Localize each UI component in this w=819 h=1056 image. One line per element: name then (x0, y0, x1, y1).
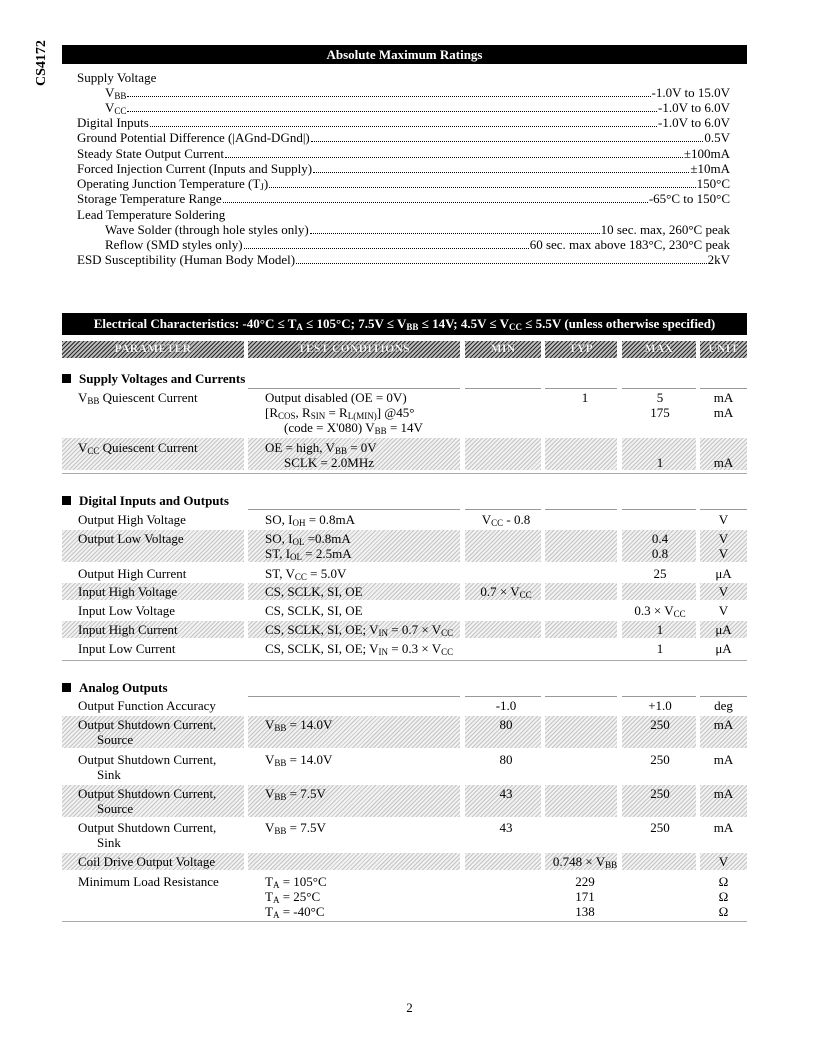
value-unit: μA (715, 641, 732, 656)
amr-label: ESD Susceptibility (Human Body Model) (77, 252, 296, 267)
divider (622, 388, 696, 389)
value-unit: Ω (718, 904, 729, 919)
test-condition: (code = X'080) $V_{BB} = 14V$ (284, 420, 423, 436)
value-min: $V_{CC} - 0.8$ (481, 512, 531, 528)
value-min: 80 (499, 752, 513, 767)
value-unit: V (718, 512, 729, 527)
value-max: 0.4 (651, 531, 669, 546)
row-shade (622, 853, 696, 870)
divider (465, 388, 541, 389)
param-vcc-quiescent: $V_{CC}$ Quiescent Current (78, 440, 198, 456)
amr-label: $V_{CC}$ (105, 100, 127, 116)
value-unit: V (718, 546, 729, 561)
value-unit: mA (713, 717, 734, 732)
leader-dots (313, 171, 689, 173)
value-max: 25 (653, 566, 667, 581)
amr-row-fic (77, 161, 730, 176)
leader-dots (310, 232, 600, 234)
param-input-low-current: Input Low Current (78, 641, 176, 656)
param-minimum-load-resistance: Minimum Load Resistance (78, 874, 219, 889)
param-vbb-quiescent: $V_{BB}$ Quiescent Current (78, 390, 198, 406)
row-shade (545, 716, 617, 748)
value-max: 1 (656, 455, 664, 470)
value-min: -1.0 (495, 698, 517, 713)
value-min: 43 (499, 786, 513, 801)
amr-label: Storage Temperature Range (77, 191, 222, 206)
test-condition: CS, SCLK, SI, OE; $V_{IN} = 0.7 \times V_{CC}$ (265, 622, 454, 638)
header-test-conditions: TEST CONDITIONS (248, 341, 460, 358)
value-max: 250 (650, 820, 670, 835)
amr-value: -65°C to 150°C (648, 191, 730, 206)
header-parameter: PARAMETER (62, 341, 244, 358)
param-input-high-voltage: Input High Voltage (78, 584, 178, 599)
value-max: 250 (650, 752, 670, 767)
amr-value: 10 sec. max, 260°C peak (600, 222, 730, 237)
leader-dots (225, 156, 683, 158)
value-typ: 138 (575, 904, 595, 919)
amr-label: Forced Injection Current (Inputs and Supply) (77, 161, 313, 176)
value-unit: V (718, 531, 729, 546)
divider (248, 509, 460, 510)
value-unit: mA (713, 390, 734, 405)
value-max: +1.0 (648, 698, 672, 713)
amr-label: Wave Solder (through hole styles only) (105, 222, 309, 237)
header-max: MAX (622, 341, 696, 358)
section-bottom-rule (62, 473, 747, 474)
param-source: Source (97, 801, 134, 816)
test-condition: Output disabled (OE = 0V) (265, 390, 407, 405)
param-input-low-voltage: Input Low Voltage (78, 603, 176, 618)
value-typ: 171 (575, 889, 595, 904)
value-unit: mA (713, 752, 734, 767)
header-min: MIN (465, 341, 541, 358)
amr-value: -1.0V to 6.0V (658, 115, 730, 130)
section-supply: Supply Voltages and Currents (62, 371, 245, 386)
amr-value: 0.5V (704, 130, 730, 145)
leader-dots (296, 262, 707, 264)
value-typ: $0.748 \times V_{BB}$ (552, 854, 618, 870)
value-unit: mA (713, 455, 734, 470)
divider (700, 388, 747, 389)
amr-value: 2kV (707, 252, 730, 267)
test-condition: SO, $I_{OL} =0.8mA$ (265, 531, 351, 547)
amr-label: Operating Junction Temperature $(T_J)$ (77, 176, 269, 192)
value-typ: 229 (575, 874, 595, 889)
value-unit: V (718, 584, 729, 599)
param-sink: Sink (97, 835, 121, 850)
value-unit: Ω (718, 874, 729, 889)
amr-value: ±10mA (690, 161, 730, 176)
row-shade (545, 530, 617, 562)
row-shade (465, 621, 541, 638)
leader-dots (244, 247, 529, 249)
leader-dots (127, 110, 657, 112)
amr-row-esd (77, 252, 730, 267)
value-unit: mA (713, 405, 734, 420)
amr-label: Ground Potential Difference (|AGnd-DGnd|) (77, 130, 310, 145)
leader-dots (223, 201, 648, 203)
value-min: 43 (499, 820, 513, 835)
test-condition: [$R_{COS}$, $R_{SIN} = R_{L(MIN)}$] @45° (265, 405, 415, 421)
param-output-shutdown-current: Output Shutdown Current, (78, 752, 217, 767)
divider (622, 696, 696, 697)
test-condition: $T_A = 25^\circ C$ (265, 889, 321, 905)
value-unit: mA (713, 786, 734, 801)
param-input-high-current: Input High Current (78, 622, 178, 637)
amr-label: Reflow (SMD styles only) (105, 237, 243, 252)
amr-row-wave (105, 222, 730, 237)
side-part-number: CS4172 (34, 40, 49, 86)
value-unit: μA (715, 622, 732, 637)
value-max: 1 (656, 641, 664, 656)
value-max: 0.8 (651, 546, 669, 561)
amr-value: 150°C (696, 176, 730, 191)
value-unit: V (718, 854, 729, 869)
test-condition: OE = high, $V_{BB} = 0V$ (265, 440, 377, 456)
amr-label: $V_{BB}$ (105, 85, 127, 101)
section-analog: Analog Outputs (62, 680, 168, 695)
divider (700, 509, 747, 510)
amr-value: -1.0V to 15.0V (651, 85, 730, 100)
ec-title-bar: Electrical Characteristics: $-40^\circ C \le T_A \le 105^\circ C$; $7.5V \le V_{BB} \le 14V$; $4.5V \le V_{CC} \le 5.5V$ (unless otherwise specified) (62, 313, 747, 335)
value-typ: 1 (581, 390, 589, 405)
leader-dots (269, 186, 695, 188)
header-typ: TYP (545, 341, 617, 358)
section-bullet (62, 496, 71, 505)
test-condition: SCLK = 2.0MHz (284, 455, 375, 470)
divider (545, 388, 617, 389)
divider (622, 509, 696, 510)
amr-title-bar: Absolute Maximum Ratings (62, 45, 747, 64)
table-bottom-rule (62, 921, 747, 922)
param-coil-drive-output-voltage: Coil Drive Output Voltage (78, 854, 216, 869)
value-unit: deg (714, 698, 733, 713)
amr-row-digital-inputs (77, 115, 730, 130)
test-condition: ST, $V_{CC} = 5.0V$ (265, 566, 347, 582)
amr-value: 60 sec. max above 183°C, 230°C peak (529, 237, 730, 252)
test-condition: $V_{BB} = 14.0V$ (265, 752, 333, 768)
test-condition: CS, SCLK, SI, OE (265, 584, 363, 599)
test-condition: CS, SCLK, SI, OE; $V_{IN} = 0.3 \times V_{CC}$ (265, 641, 454, 657)
leader-dots (150, 125, 657, 127)
value-max: 250 (650, 786, 670, 801)
value-min: 80 (499, 717, 513, 732)
row-shade (545, 438, 617, 470)
value-unit: Ω (718, 889, 729, 904)
section-bullet (62, 374, 71, 383)
row-shade (465, 853, 541, 870)
value-max: 5 (656, 390, 664, 405)
amr-label: Steady State Output Current (77, 146, 224, 161)
test-condition: $T_A = -40^\circ C$ (265, 904, 325, 920)
test-condition: $V_{BB} = 7.5V$ (265, 820, 326, 836)
value-unit: mA (713, 820, 734, 835)
amr-supply-voltage: Supply Voltage (77, 70, 157, 85)
divider (248, 696, 460, 697)
row-shade (248, 853, 460, 870)
value-min: $0.7 \times V_{CC}$ (480, 584, 532, 600)
test-condition: SO, $I_{OH} = 0.8mA$ (265, 512, 356, 528)
page-number: 2 (406, 1000, 413, 1015)
param-output-low-voltage: Output Low Voltage (78, 531, 184, 546)
divider (700, 696, 747, 697)
leader-dots (127, 95, 650, 97)
row-shade (545, 785, 617, 817)
leader-dots (311, 140, 704, 142)
amr-label: Digital Inputs (77, 115, 149, 130)
test-condition: $T_A = 105^\circ C$ (265, 874, 327, 890)
header-unit: UNIT (700, 341, 747, 358)
section-bottom-rule (62, 660, 747, 661)
row-shade (465, 438, 541, 470)
param-output-shutdown-current: Output Shutdown Current, (78, 820, 217, 835)
amr-lead-temp: Lead Temperature Soldering (77, 207, 226, 222)
row-shade (545, 621, 617, 638)
amr-row-ojt (77, 176, 730, 191)
divider (465, 696, 541, 697)
amr-row-vcc (105, 100, 730, 115)
value-max: 1 (656, 622, 664, 637)
divider (248, 388, 460, 389)
row-shade (465, 530, 541, 562)
param-output-high-voltage: Output High Voltage (78, 512, 186, 527)
amr-row-reflow (105, 237, 730, 252)
divider (545, 509, 617, 510)
amr-row-ssoc (77, 146, 730, 161)
section-digital: Digital Inputs and Outputs (62, 493, 229, 508)
test-condition: $V_{BB} = 14.0V$ (265, 717, 333, 733)
amr-row-vbb (105, 85, 730, 100)
row-shade (622, 583, 696, 600)
test-condition: ST, $I_{OL} = 2.5mA$ (265, 546, 352, 562)
param-sink: Sink (97, 767, 121, 782)
amr-row-str (77, 191, 730, 206)
test-condition: $V_{BB} = 7.5V$ (265, 786, 326, 802)
divider (465, 509, 541, 510)
value-unit: μA (715, 566, 732, 581)
section-bullet (62, 683, 71, 692)
value-max: 250 (650, 717, 670, 732)
amr-value: ±100mA (683, 146, 730, 161)
value-max: $0.3 \times V_{CC}$ (634, 603, 686, 619)
param-output-high-current: Output High Current (78, 566, 187, 581)
amr-row-gpd (77, 130, 730, 145)
value-unit: V (718, 603, 729, 618)
amr-value: -1.0V to 6.0V (658, 100, 730, 115)
divider (545, 696, 617, 697)
param-output-shutdown-current: Output Shutdown Current, (78, 717, 217, 732)
test-condition: CS, SCLK, SI, OE (265, 603, 363, 618)
row-shade (545, 583, 617, 600)
value-max: 175 (650, 405, 670, 420)
param-output-shutdown-current: Output Shutdown Current, (78, 786, 217, 801)
param-source: Source (97, 732, 134, 747)
param-output-function-accuracy: Output Function Accuracy (78, 698, 216, 713)
